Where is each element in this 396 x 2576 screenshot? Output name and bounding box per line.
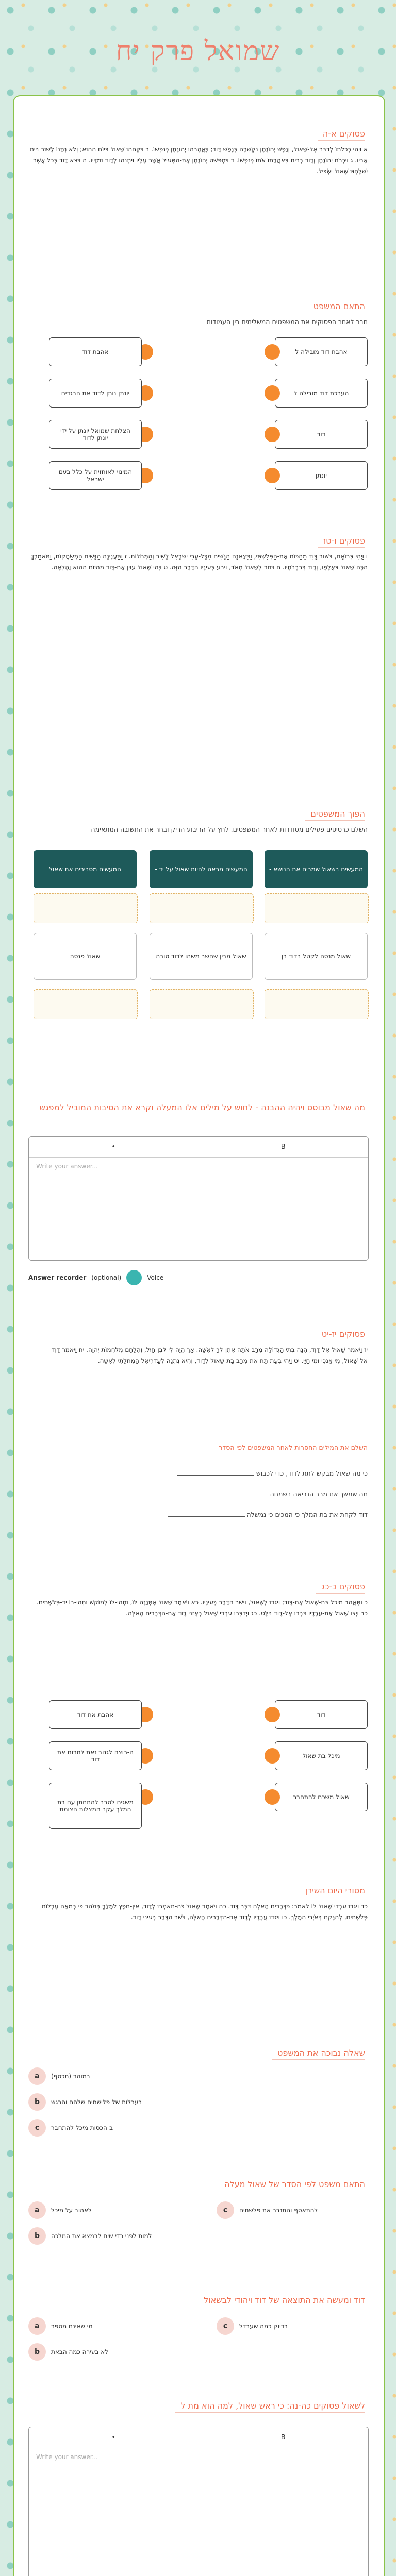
fill-line (28, 1510, 368, 1520)
draggable-option[interactable]: שאול פגסה (34, 933, 137, 980)
answer-recorder (28, 1270, 163, 1285)
text-passage: כ וַתֶּאֱהַב מִיכַל בַּת-שָׁאוּל אֶת-דָּוִד; וַיַּגִּדוּ לְשָׁאוּל, וַיִּשַׁר הַדָּבָר בְּעֵינָיו. כא וַיֹּאמֶר שָׁאוּל אֶתְּנֶנָּה לּוֹ, וּתְהִי-לוֹ לְמוֹקֵשׁ וּתְהִי-בוֹ יַד-פְּלִשְׁתִּים. כב וַיְצַו שָׁאוּל אֶת-עֲבָדָיו דַּבְּרוּ אֶל-דָּוִד בַּלָּט. כג וַיְדַבְּרוּ עַבְדֵי שָׁאוּל בְּאָזְנֵי דָוִד אֶת-הַדְּבָרִים הָאֵלֶּה. (37, 1599, 368, 1617)
fill-line (28, 1468, 368, 1479)
page-header (13, 10, 383, 93)
match-row (28, 1741, 368, 1770)
format-icon[interactable]: B (280, 1143, 286, 1151)
match-left-item: דוד (275, 420, 368, 449)
match-row (28, 1783, 368, 1829)
match-row (28, 420, 368, 449)
answer-placeholder[interactable]: Write your answer... (36, 1163, 98, 1170)
mc-option[interactable] (28, 2200, 183, 2221)
answer-area[interactable] (28, 1136, 369, 1261)
match-right-item: המינוי לאוחזית על כלל בעם ישראל (49, 461, 142, 490)
mc-option[interactable] (28, 2066, 183, 2087)
option-badge: b (28, 2227, 46, 2245)
match-dot[interactable] (265, 1789, 280, 1805)
match-right-item: משגיח לסרב להתחתן עם בת המלך עקב המצלות הצומת (49, 1783, 142, 1829)
recorder-optional: (optional) (91, 1274, 122, 1281)
option-badge: b (28, 2093, 46, 2111)
category-header: המעשים מסבירים את שאול (34, 850, 137, 888)
match-dot[interactable] (265, 385, 280, 401)
fill-line (28, 1489, 368, 1499)
match-dot[interactable] (265, 427, 280, 442)
page-title: שמואל פרק יח (116, 36, 280, 67)
match-left-item: יונתן (275, 461, 368, 490)
fill-blank[interactable] (191, 1489, 268, 1496)
answer-toolbar (29, 1137, 368, 1158)
match-right-item: יונתן נותן לדוד את הבגדים (49, 379, 142, 408)
draggable-option[interactable]: שאול מנסה לקטל בדוד בן (265, 933, 368, 980)
format-icon[interactable]: B (280, 2433, 286, 2442)
fill-text: דוד לקחת את בת המלך כי המכים כי נמשלה (246, 1511, 368, 1518)
match-row (28, 379, 368, 408)
match-left-item: מיכל בת שאול (275, 1741, 368, 1770)
text-passage: יז וַיֹּאמֶר שָׁאוּל אֶל-דָּוִד, הִנֵּה בִתִּי הַגְּדוֹלָה מֵרַב אֹתָהּ אֶתֶּן-לְךָ לְאִשָּׁה. אַךְ הֱיֵה-לִי לְבֶן-חַיִל, וְהִלָּחֵם מִלְחֲמוֹת יְהוָה. יח וַיֹּאמֶר דָּוִד אֶל-שָׁאוּל, מִי אָנֹכִי וּמִי חַיַּי. יט וַיְהִי בְּעֵת תֵּת אֶת-מֵרַב בַּת-שָׁאוּל לְדָוִד, וְהִיא נִתְּנָה לְעַדְרִיאֵל הַמְּחֹלָתִי לְאִשָּׁה. (51, 1346, 368, 1364)
section-title: הפוך המשפטים (310, 809, 365, 819)
option-badge: a (28, 2317, 46, 2335)
text-passage: ו וַיְהִי בְּבוֹאָם, בְּשׁוּב דָּוִד מֵהַכּוֹת אֶת-הַפְּלִשְׁתִּי, וַתֵּצֶאנָה הַנָּשִׁים מִכָּל-עָרֵי יִשְׂרָאֵל לָשִׁיר וְהַמְּחֹלוֹת. ז וַתַּעֲנֶינָה הַנָּשִׁים הַמְשַׂחֲקוֹת, וַתֹּאמַרְןָ: הִכָּה שָׁאוּל בַּאֲלָפָו, וְדָוִד בְּרִבְבֹתָיו. ח וַיִּחַר לְשָׁאוּל מְאֹד, וַיֵּרַע בְּעֵינָיו הַדָּבָר הַזֶּה. ט וַיְהִי שָׁאוּל עוֹיֵן אֶת-דָּוִד מֵהַיּוֹם הַהוּא וָהָלְאָה. (30, 553, 368, 571)
match-dot[interactable] (265, 468, 280, 483)
question-title: שאלה נבוכה את המשפט (277, 2048, 365, 2058)
mc-option[interactable] (217, 2200, 371, 2221)
question-title: מה שאול מבוסס ויהיה ההבנה - לחוש על מילים אלו המעלה וקרא את הסיבות המוביל למפגש (39, 1103, 365, 1112)
match-right-item: אהבת את דוד (49, 1700, 142, 1729)
option-text: לא בעירה כמה הבאת (51, 2348, 109, 2355)
drop-zone[interactable] (150, 989, 254, 1019)
drop-zone[interactable] (34, 989, 138, 1019)
option-text: מי שאינם מספר (51, 2323, 93, 2330)
category-header: המעשים בשאול שמרים את הנושא - (265, 850, 368, 888)
section-title: התאם המשפט (313, 301, 365, 311)
question-title: דוד ומעשה את התוצאה של דוד ויהודי לבשאול (204, 2295, 365, 2305)
fill-blank[interactable] (168, 1510, 245, 1517)
mc-option[interactable] (28, 2226, 183, 2246)
option-text: לאהוב על מיכל (51, 2207, 92, 2214)
match-left-item: דוד (275, 1700, 368, 1729)
option-badge: a (28, 2201, 46, 2219)
option-text: להתאסף והתנבר את פלשתים (239, 2207, 318, 2214)
answer-placeholder[interactable]: Write your answer... (36, 2453, 98, 2461)
match-left-item: הערכת דוד מובילה ל (275, 379, 368, 408)
mc-option[interactable] (28, 2117, 183, 2138)
fill-blank[interactable] (177, 1469, 254, 1476)
fill-text: מה שמשך את מרב הנביאה בשמחה (270, 1490, 368, 1498)
recorder-label: Answer recorder (28, 1274, 87, 1281)
section-title: פסוקים כ-כג (321, 1582, 365, 1591)
option-text: בערלות של פלישתים שלהם והרגש (51, 2098, 142, 2106)
match-row (28, 461, 368, 490)
section-title: פסוקים ו-טז (323, 536, 365, 546)
instructions: השלם כרטיסים פעילים מסודרות לאחר המשפטים. לחץ על הריבוע הריק ובחר את התשובה המתאימה (91, 825, 368, 833)
match-left-item: שאול משכם להתחבר (275, 1783, 368, 1811)
match-right-item: ה-רוצה לגנוב זאת לתרום את דוד (49, 1741, 142, 1770)
option-badge: c (28, 2119, 46, 2137)
instructions: חבר לאחר הפסוקים את המשפטים המשלימים בין העמודות (206, 318, 368, 326)
section-title: פסוקים יז-יט (321, 1329, 365, 1339)
drop-zone[interactable] (34, 893, 138, 923)
option-badge: c (217, 2201, 234, 2219)
mc-option[interactable] (28, 2342, 183, 2362)
match-dot[interactable] (265, 344, 280, 360)
drop-zone[interactable] (265, 989, 369, 1019)
section-title: פסוקים א-ה (322, 129, 365, 139)
question-title: התאם משפט לפי הסדר של שאול מעלה (224, 2179, 365, 2189)
match-dot[interactable] (265, 1707, 280, 1722)
voice-label: Voice (147, 1274, 164, 1281)
drop-zone[interactable] (265, 893, 369, 923)
option-text: למות לפני כדי שים לבמצא את המלכה (51, 2232, 152, 2240)
match-row (28, 337, 368, 366)
section-title: מסורי היום השירן (305, 1886, 365, 1895)
text-direction-icon[interactable]: • (111, 1143, 116, 1151)
option-text: בדיוק כמה שעבדל (239, 2323, 288, 2330)
match-left-item: אהבת דוד מובילה ל (275, 337, 368, 366)
mc-option[interactable] (217, 2316, 371, 2336)
fill-text: כי מה שאול מבקש לתת לדוד, כדי לכבוש (256, 1469, 368, 1477)
match-dot[interactable] (265, 1748, 280, 1764)
text-passage: כד וַיַּגִּדוּ עַבְדֵי שָׁאוּל לוֹ לֵאמֹר: כַּדְּבָרִים הָאֵלֶּה דִּבֶּר דָּוִד. כה וַיֹּאמֶר שָׁאוּל כֹּה-תֹאמְרוּ לְדָוִד, אֵין-חֵפֶץ לַמֶּלֶךְ בְּמֹהַר כִּי בְּמֵאָה עָרְלוֹת פְּלִשְׁתִּים, לְהִנָּקֵם בְּאֹיְבֵי הַמֶּלֶךְ. כו וַיַּגִּדוּ עֲבָדָיו לְדָוִד אֶת-הַדְּבָרִים הָאֵלֶּה, וַיִּשַׁר הַדָּבָר בְּעֵינֵי דָוִד. (41, 1903, 368, 1921)
voice-record-button[interactable] (126, 1270, 142, 1285)
mc-option[interactable] (28, 2316, 183, 2336)
text-passage: א וַיְהִי כְּכַלֹּתוֹ לְדַבֵּר אֶל-שָׁאוּל, וְנֶפֶשׁ יְהוֹנָתָן נִקְשְׁרָה בְּנֶפֶשׁ דָּוִד; וַיֶּאֱהָבֵהוּ יְהוֹנָתָן כְּנַפְשׁוֹ. ב וַיִּקָּחֵהוּ שָׁאוּל בַּיּוֹם הַהוּא; וְלֹא נְתָנוֹ לָשׁוּב בֵּית אָבִיו. ג וַיִּכְרֹת יְהוֹנָתָן וְדָוִד בְּרִית בְּאַהֲבָתוֹ אֹתוֹ כְּנַפְשׁוֹ. ד וַיִּתְפַּשֵּׁט יְהוֹנָתָן אֶת-הַמְּעִיל אֲשֶׁר עָלָיו וַיִּתְּנֵהוּ לְדָוִד וּמַדָּיו. ה וַיֵּצֵא דָוִד בְּכֹל אֲשֶׁר יִשְׁלָחֶנּוּ שָׁאוּל יַשְׂכִּיל. (30, 146, 368, 175)
mc-option[interactable] (28, 2092, 183, 2112)
draggable-option[interactable]: שאול מבין שחשב משהו לדוד טובה (150, 933, 253, 980)
answer-toolbar (29, 2427, 368, 2448)
question-title: לשאול פסוקים כה-נה: כי ראש שאול, למה הוא מת ל (180, 2401, 365, 2411)
option-text: ב-הכסות מיכל להתחבר (51, 2124, 113, 2131)
match-right-item: הצלחת שמואל יונתן על ידי יונתן לדוד (49, 420, 142, 449)
drop-zone[interactable] (150, 893, 254, 923)
category-header: המעשים מראה להיות שאול על יד - (150, 850, 253, 888)
option-text: במוהר (תכסף) (51, 2073, 90, 2080)
match-right-item: אהבת דוד (49, 337, 142, 366)
option-badge: a (28, 2067, 46, 2085)
match-row (28, 1700, 368, 1729)
option-badge: c (217, 2317, 234, 2335)
option-badge: b (28, 2343, 46, 2361)
text-direction-icon[interactable]: • (111, 2433, 116, 2442)
instructions: השלם את המילים החסרות לאחר המשפטים לפי הסדר (219, 1444, 368, 1451)
answer-area[interactable] (28, 2427, 369, 2576)
